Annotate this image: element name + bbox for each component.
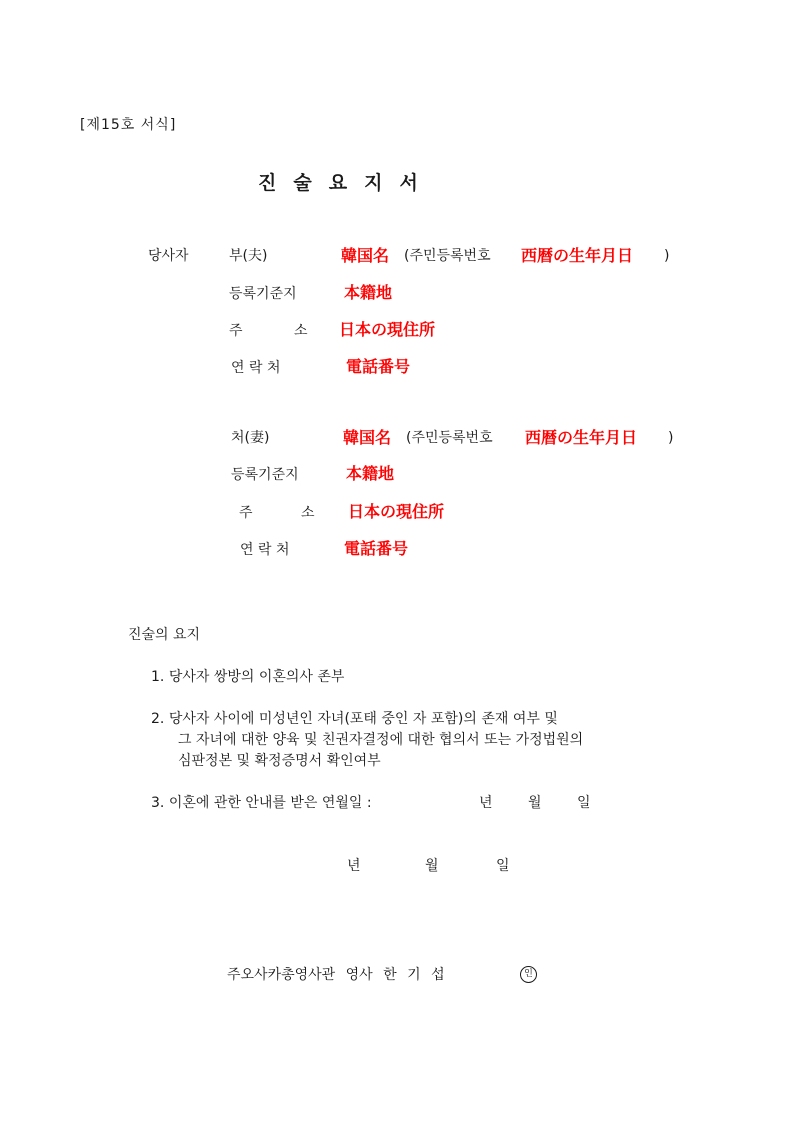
- item-text: 당사자 사이에 미성년인 자녀(포태 중인 자 포함)의 존재 여부 및: [168, 711, 558, 727]
- husband-address-label-2: 소: [294, 323, 308, 339]
- title-char: 진: [258, 172, 277, 194]
- item-number: 2.: [151, 711, 165, 727]
- item-number: 3.: [151, 795, 165, 811]
- signature-office: 주오사카총영사관 영사 한 기 섭: [227, 967, 445, 983]
- date-month: 월: [425, 858, 439, 874]
- seal-icon: [520, 966, 537, 983]
- statement-heading: 진술의 요지: [128, 627, 201, 643]
- wife-registry-label: 등록기준지: [231, 467, 299, 483]
- date-year: 년: [347, 858, 361, 874]
- wife-address-label-2: 소: [301, 505, 315, 521]
- item3-year: 년: [479, 795, 493, 811]
- husband-registry-label: 등록기준지: [229, 286, 297, 302]
- husband-registry: 本籍地: [344, 283, 393, 302]
- wife-label: 처(妻): [231, 430, 270, 446]
- title-char: 술: [293, 172, 312, 194]
- wife-rrn-open: (주민등록번호: [406, 430, 493, 446]
- item-text: 당사자 쌍방의 이혼의사 존부: [168, 669, 345, 685]
- date-day: 일: [496, 858, 510, 874]
- wife-registry: 本籍地: [346, 464, 395, 483]
- statement-item-1: [151, 667, 344, 688]
- wife-address: 日本の現住所: [348, 502, 445, 521]
- item3-day: 일: [577, 795, 591, 811]
- husband-birth: 西暦の生年月日: [521, 246, 634, 265]
- husband-contact-label: 연 락 처: [231, 360, 281, 376]
- wife-address-label-1: 주: [239, 505, 253, 521]
- seal-mark: 인: [520, 966, 537, 983]
- wife-contact: 電話番号: [344, 539, 409, 558]
- husband-rrn-open: (주민등록번호: [404, 248, 491, 264]
- statement-item-2: [151, 709, 558, 730]
- title-char: 지: [364, 172, 383, 194]
- husband-contact: 電話番号: [346, 357, 411, 376]
- item-text-continued: 그 자녀에 대한 양육 및 친권자결정에 대한 협의서 또는 가정법원의: [178, 732, 584, 748]
- statement-item-3: [151, 793, 372, 814]
- wife-birth: 西暦の生年月日: [525, 428, 638, 447]
- husband-rrn-close: ): [664, 248, 670, 264]
- husband-label: 부(夫): [229, 248, 268, 264]
- husband-address: 日本の現住所: [339, 320, 436, 339]
- title-char: 요: [328, 172, 348, 194]
- item-text: 이혼에 관한 안내를 받은 연월일 :: [168, 795, 372, 811]
- title-char: 서: [399, 172, 418, 194]
- form-number: [제15호 서식]: [80, 117, 177, 133]
- item-text-continued: 심판정본 및 확정증명서 확인여부: [178, 753, 381, 769]
- wife-name: 韓国名: [343, 428, 392, 447]
- party-label: 당사자: [148, 248, 189, 264]
- husband-address-label-1: 주: [229, 323, 243, 339]
- document-title: [258, 174, 418, 193]
- wife-contact-label: 연 락 처: [240, 542, 290, 558]
- item3-month: 월: [528, 795, 542, 811]
- item-number: 1.: [151, 669, 165, 685]
- husband-name: 韓国名: [341, 246, 390, 265]
- wife-rrn-close: ): [668, 430, 674, 446]
